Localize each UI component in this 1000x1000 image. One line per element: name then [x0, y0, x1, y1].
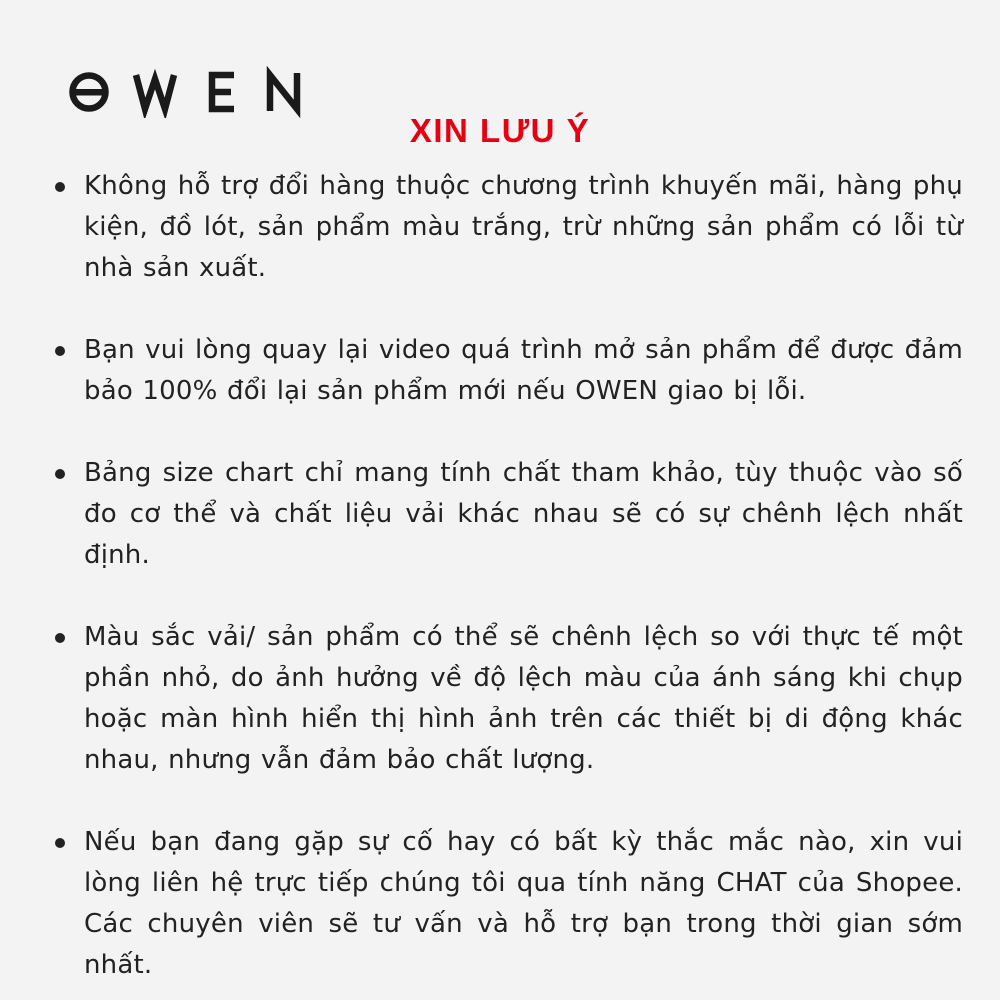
bullet-icon — [55, 838, 65, 848]
notice-item — [55, 453, 963, 576]
bullet-icon — [55, 346, 65, 356]
notice-item — [55, 617, 963, 781]
owen-logo — [68, 66, 304, 118]
notice-text: Bạn vui lòng quay lại video quá trình mở sản phẩm để được đảm bảo 100% đổi lại sản phẩm mới nếu OWEN giao bị lỗi. — [84, 335, 963, 406]
bullet-icon — [55, 469, 65, 479]
notice-text: Không hỗ trợ đổi hàng thuộc chương trình khuyến mãi, hàng phụ kiện, đồ lót, sản phẩm màu trắng, trừ những sản phẩm có lỗi từ nhà sản xuất. — [84, 171, 963, 283]
notice-item — [55, 822, 963, 986]
notice-title: XIN LƯU Ý — [409, 112, 591, 149]
notice-item — [55, 166, 963, 289]
notice-text: Bảng size chart chỉ mang tính chất tham khảo, tùy thuộc vào số đo cơ thể và chất liệu vải khác nhau sẽ có sự chênh lệch nhất định. — [84, 458, 963, 570]
bullet-icon — [55, 633, 65, 643]
notice-text: Nếu bạn đang gặp sự cố hay có bất kỳ thắc mắc nào, xin vui lòng liên hệ trực tiếp chúng tôi qua tính năng CHAT của Shopee. Các chuyên viên sẽ tư vấn và hỗ trợ bạn trong thời gian sớm nhất. — [84, 827, 963, 980]
notice-item — [55, 330, 963, 412]
notice-text: Màu sắc vải/ sản phẩm có thể sẽ chênh lệch so với thực tế một phần nhỏ, do ảnh hưởng về độ lệch màu của ánh sáng khi chụp hoặc màn hình hiển thị hình ảnh trên các thiết bị di động khác nhau, nhưng vẫn đảm bảo chất lượng. — [84, 622, 963, 775]
notice-list — [55, 166, 963, 986]
bullet-icon — [55, 182, 65, 192]
